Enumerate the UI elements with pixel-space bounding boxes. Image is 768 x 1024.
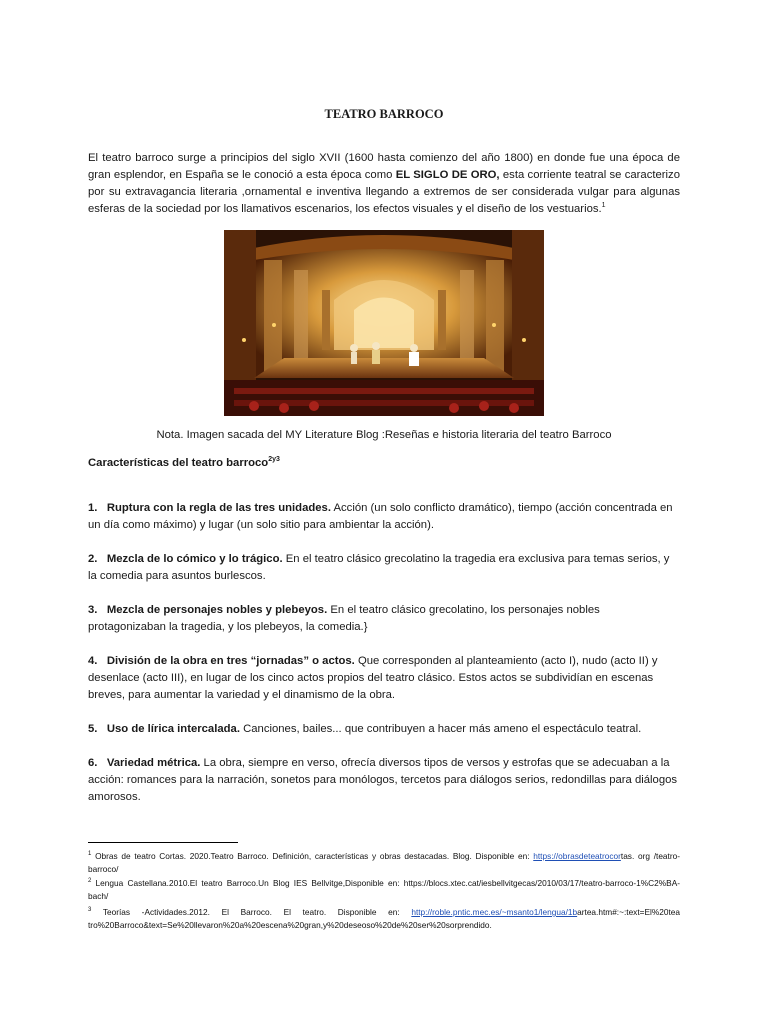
item-number: 4. [88, 655, 98, 667]
footnote-number: 3 [88, 907, 92, 914]
footnote-link[interactable]: http://roble.pntic.mec.es/~msanto1/lengua/1b [411, 907, 578, 917]
intro-text-1: El teatro barroco surge a principios del siglo XVII (1600 hasta comienzo del año 1800) en donde fue una época de gran esplendor, en España se le conoció a esta época como [88, 152, 680, 181]
item-text: Canciones, bailes... que contribuyen a hacer más ameno el espectáculo teatral. [239, 723, 642, 735]
item-title: Variedad métrica. [106, 757, 201, 769]
item-text: Acción (un solo conflicto dramático), tiempo (acción concentrada en un día como máximo) y lugar (un solo sitio para ambientar la acción). [88, 502, 673, 531]
footnote-number: 1 [88, 851, 92, 858]
footnote-text: Obras de teatro Cortas. 2020.Teatro Barroco. Definición, características y obras destacadas. Blog. Disponible en: [91, 851, 534, 861]
section-heading [88, 455, 280, 472]
list-item [88, 653, 680, 704]
footnote-text-after: artea.htm#:~:text=El%20tea tro%20Barroco&text=Se%20llevaron%20a%20escena%20gran,y%20deseoso%20de%20ser%20sorprendido. [88, 907, 680, 930]
footnote-refs-2-3: 2y3 [268, 456, 280, 464]
section-heading-text: Características del teatro barroco [88, 457, 269, 469]
footnote-link[interactable]: https://obrasdeteatrocor [533, 851, 621, 861]
intro-bold-text: EL SIGLO DE ORO, [395, 169, 500, 181]
item-number: 2. [88, 553, 98, 565]
footnote-separator [88, 842, 238, 843]
footnote [88, 850, 680, 875]
list-item [88, 551, 680, 585]
intro-text-2: esta corriente teatral se caracterizo por su extravagancia literaria ,ornamental e inventiva llegando a extremos de ser considerada vulgar para algunas esferas de la sociedad por los llamativos escenarios, los efectos visuales y el diseño de los vestuarios. [88, 169, 680, 215]
footnote-ref-1: 1 [601, 202, 606, 210]
item-text: En el teatro clásico grecolatino la tragedia era exclusiva para temas serios, y la comedia para asuntos burlescos. [88, 553, 670, 582]
list-item [88, 602, 680, 636]
list-item [88, 721, 680, 738]
item-text: La obra, siempre en verso, ofrecía diversos tipos de versos y estrofas que se adecuaban a la acción: romances para la narración, sonetos para monólogos, tercetos para diálogos serios, redondillas para diálogos amorosos. [88, 757, 678, 803]
item-number: 5. [88, 723, 98, 735]
footnote [88, 877, 680, 902]
footnote-text-after: tas. org /teatro-barroco/ [88, 851, 680, 874]
item-title: Mezcla de personajes nobles y plebeyos. [106, 604, 328, 616]
footnote-text: Lengua Castellana.2010.El teatro Barroco.Un Blog IES Bellvitge,Disponible en: https://blocs.xtec.cat/iesbellvitgecas/2010/03/17/teatro-barroco-1%C2%BA-bach/ [88, 878, 680, 901]
image-caption: Nota. Imagen sacada del MY Literature Blog :Reseñas e historia literaria del teatro Barroco [156, 429, 612, 441]
item-title: Uso de lírica intercalada. [106, 723, 240, 735]
item-title: Mezcla de lo cómico y lo trágico. [106, 553, 283, 565]
item-number: 6. [88, 757, 98, 769]
item-number: 1. [88, 502, 98, 514]
item-title: Ruptura con la regla de las tres unidades. [106, 502, 331, 514]
footnote-text: Teorías -Actividades.2012. El Barroco. El teatro. Disponible en: [91, 907, 412, 917]
item-number: 3. [88, 604, 98, 616]
baroque-theatre-photo [224, 230, 544, 416]
item-text: Que corresponden al planteamiento (acto I), nudo (acto II) y desenlace (acto III), en lugar de los cinco actos propios del teatro clásico. Estos actos se subdividían en escenas breves, para aumentar la variedad y el dinamismo de la obra. [88, 655, 658, 701]
intro-paragraph [88, 150, 680, 218]
list-item [88, 500, 680, 534]
document-title: TEATRO BARROCO [324, 107, 444, 121]
theatre-illustration [224, 230, 544, 416]
footnote [88, 906, 680, 931]
footnote-number: 2 [88, 878, 92, 885]
item-text: En el teatro clásico grecolatino, los personajes nobles protagonizaban la tragedia, y los plebeyos, la comedia.} [88, 604, 600, 633]
item-title: División de la obra en tres “jornadas” o actos. [106, 655, 355, 667]
list-item [88, 755, 680, 806]
